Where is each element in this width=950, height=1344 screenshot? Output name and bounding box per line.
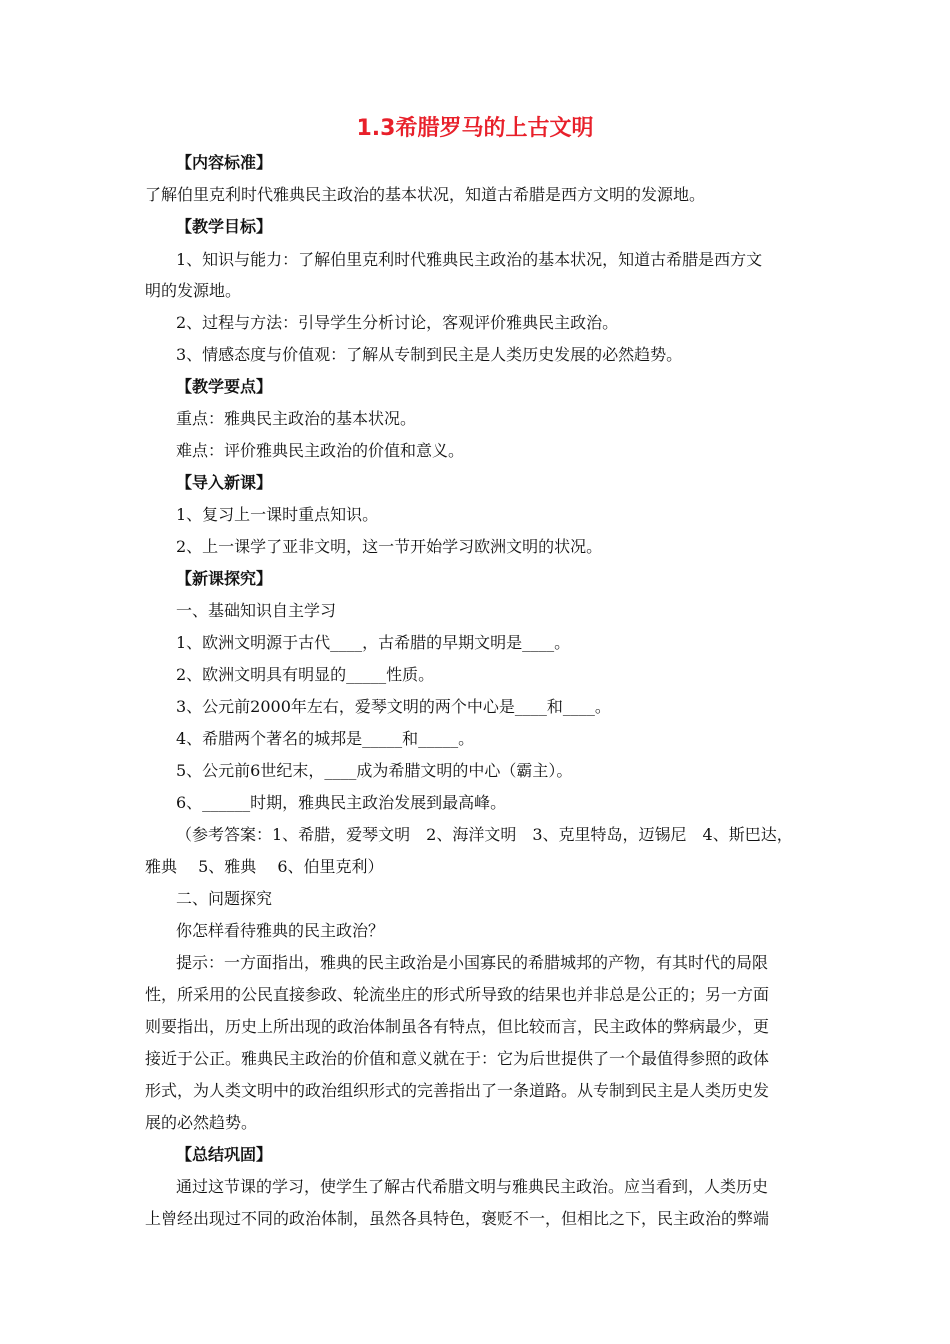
goal-line-2: 2、过程与方法：引导学生分析讨论，客观评价雅典民主政治。	[176, 313, 619, 332]
section-heading-new-lesson: 【新课探究】	[176, 569, 273, 588]
section-heading-summary: 【总结巩固】	[176, 1145, 273, 1164]
question-2: 2、欧洲文明具有明显的_____性质。	[176, 665, 435, 684]
question-1: 1、欧洲文明源于古代____，古希腊的早期文明是____。	[176, 633, 571, 652]
summary-line-2: 上曾经出现过不同的政治体制，虽然各具特色，褒贬不一，但相比之下，民主政治的弊端	[145, 1209, 770, 1228]
section-heading-teaching-goals: 【教学目标】	[176, 217, 273, 236]
hint-line-1: 提示：一方面指出，雅典的民主政治是小国寡民的希腊城邦的产物，有其时代的局限	[176, 953, 769, 972]
subheading-self-study: 一、基础知识自主学习	[176, 601, 337, 620]
inquiry-question: 你怎样看待雅典的民主政治？	[176, 921, 385, 940]
document-title: 1.3希腊罗马的上古文明	[356, 116, 594, 141]
hint-line-6: 展的必然趋势。	[145, 1113, 258, 1132]
summary-line-1: 通过这节课的学习，使学生了解古代希腊文明与雅典民主政治。应当看到，人类历史	[176, 1177, 769, 1196]
hint-line-2: 性，所采用的公民直接参政、轮流坐庄的形式所导致的结果也并非总是公正的；另一方面	[145, 985, 770, 1004]
paragraph-content-standard: 了解伯里克利时代雅典民主政治的基本状况，知道古希腊是西方文明的发源地。	[145, 185, 706, 204]
goal-line-1: 1、知识与能力：了解伯里克利时代雅典民主政治的基本状况，知道古希腊是西方文	[176, 250, 763, 269]
goal-line-1-continued: 明的发源地。	[145, 281, 242, 300]
section-heading-introduction: 【导入新课】	[176, 473, 273, 492]
question-4: 4、希腊两个著名的城邦是_____和_____。	[176, 729, 475, 748]
question-3: 3、公元前2000年左右，爱琴文明的两个中心是____和____。	[176, 697, 611, 716]
hint-line-5: 形式，为人类文明中的政治组织形式的完善指出了一条道路。从专制到民主是人类历史发	[145, 1081, 770, 1100]
section-heading-key-points: 【教学要点】	[176, 377, 273, 396]
question-5: 5、公元前6世纪末，____成为希腊文明的中心（霸主）。	[176, 761, 573, 780]
hint-line-3: 则要指出，历史上所出现的政治体制虽各有特点，但比较而言，民主政体的弊病最少，更	[145, 1017, 770, 1036]
intro-line-2: 2、上一课学了亚非文明，这一节开始学习欧洲文明的状况。	[176, 537, 603, 556]
intro-line-1: 1、复习上一课时重点知识。	[176, 505, 379, 524]
section-heading-content-standard: 【内容标准】	[176, 153, 273, 172]
hint-line-4: 接近于公正。雅典民主政治的价值和意义就在于：它为后世提供了一个最值得参照的政体	[145, 1049, 770, 1068]
difficult-point-line: 难点：评价雅典民主政治的价值和意义。	[176, 441, 465, 460]
key-point-line: 重点：雅典民主政治的基本状况。	[176, 409, 417, 428]
goal-line-3: 3、情感态度与价值观：了解从专制到民主是人类历史发展的必然趋势。	[176, 345, 683, 364]
subheading-problem-inquiry: 二、问题探究	[176, 889, 273, 908]
answer-key-line-2: 雅典 5、雅典 6、伯里克利）	[145, 857, 384, 876]
question-6: 6、______时期，雅典民主政治发展到最高峰。	[176, 793, 507, 812]
answer-key-line-1: （参考答案：1、希腊，爱琴文明 2、海洋文明 3、克里特岛，迈锡尼 4、斯巴达，	[176, 825, 793, 844]
